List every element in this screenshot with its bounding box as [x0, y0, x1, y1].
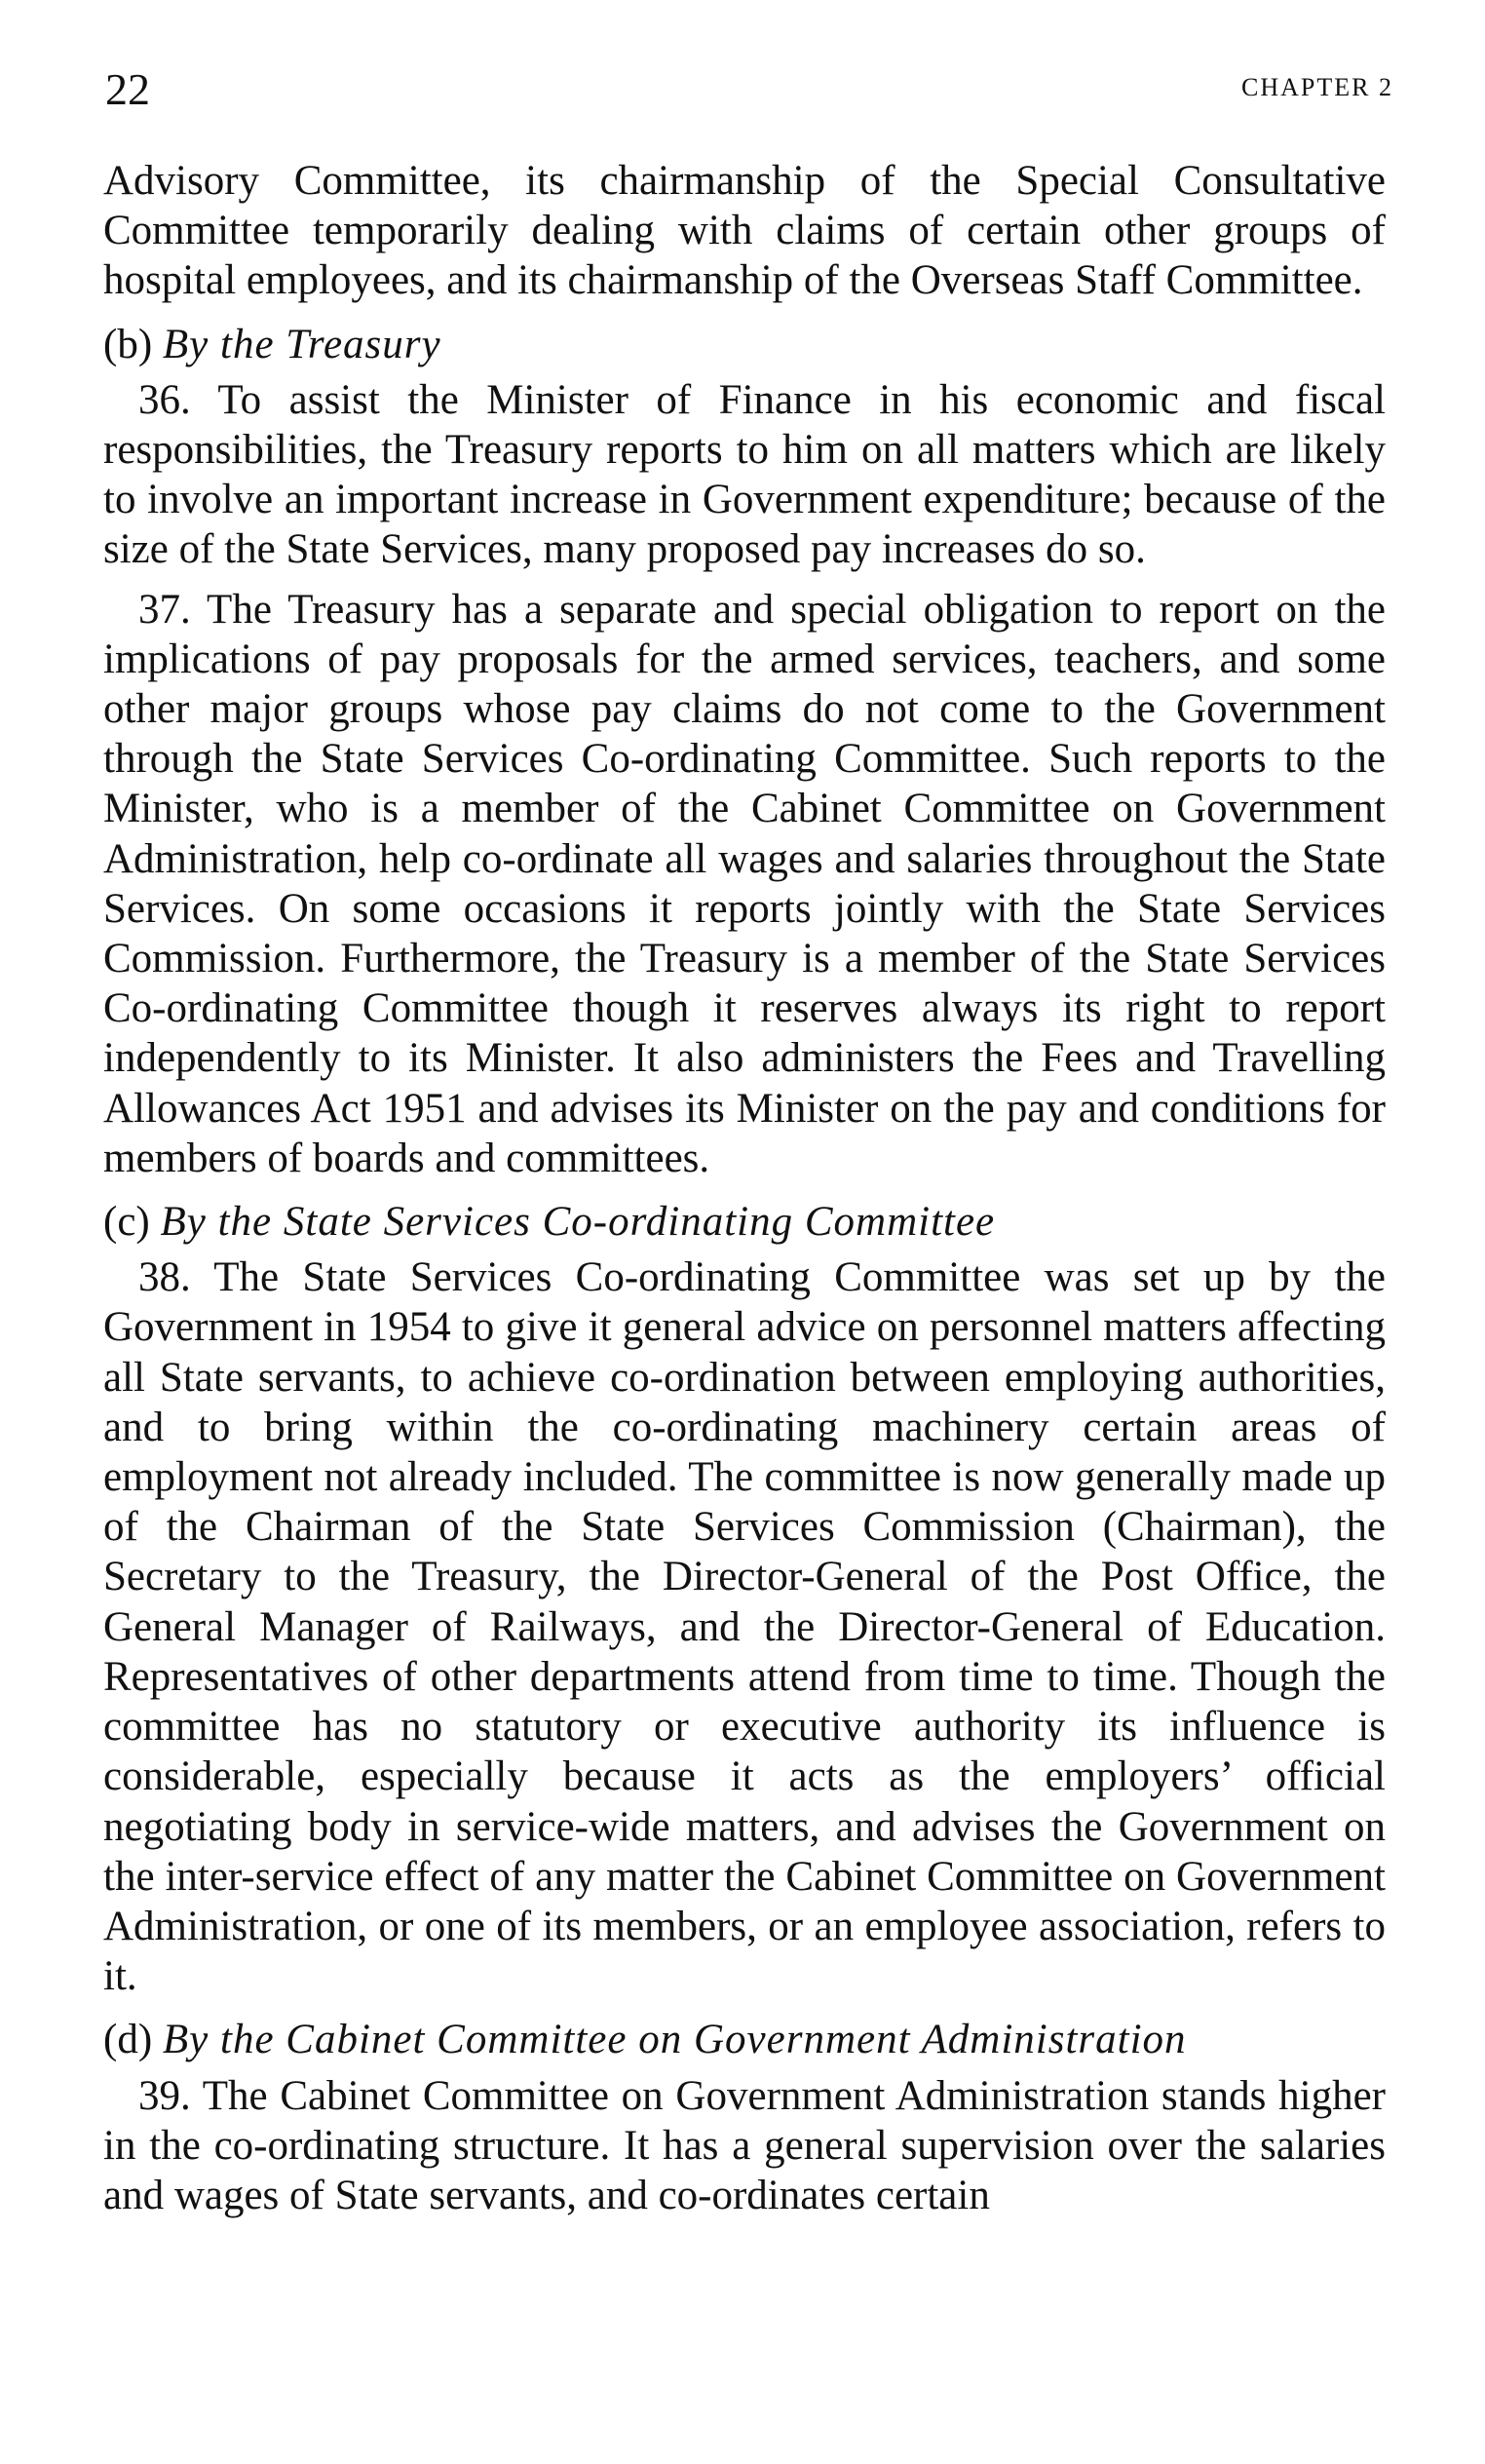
section-label: (c) — [103, 1199, 150, 1246]
section-heading-c — [103, 1197, 1386, 1247]
paragraph-38: 38. The State Services Co-ordinating Committee was set up by the Government in 1954 to give it general advice on personnel matters affecting all State servants, to achieve co-ordination between employing authorities, and to bring within the co-ordinating machinery certain areas of employment not already included. The committee is now generally made up of the Chairman of the State Services Commission (Chairman), the Secretary to the Treasury, the Director-General of the Post Office, the General Manager of Railways, and the Director-General of Education. Representatives of other departments attend from time to time. Though the committee has no statutory or executive authority its influence is considerable, especially because it acts as the employers’ official negotiating body in service-wide matters, and advises the Government on the inter-service effect of any matter the Cabinet Committee on Government Administration, or one of its members, or an employee association, refers to it. — [103, 1254, 1386, 2000]
intro-paragraph: Advisory Committee, its chairmanship of the Special Consultative Committee temporarily dealing with claims of certain other groups of hospital employees, and its chairmanship of the Overseas Staff Committee. — [103, 158, 1386, 304]
section-label: (b) — [103, 321, 153, 367]
running-head: CHAPTER 2 — [1241, 73, 1393, 101]
section-label: (d) — [103, 2017, 153, 2063]
paragraph-39: 39. The Cabinet Committee on Government Administration stands higher in the co-ordinating structure. It has a general supervision over the salaries and wages of State servants, and co-ordinates certain — [103, 2072, 1386, 2218]
paragraph-36: 36. To assist the Minister of Finance in his economic and fiscal responsibilities, the Treasury reports to him on all matters which are likely to involve an important increase in Government expenditure; because of the size of the State Services, many proposed pay increases do so. — [103, 376, 1386, 573]
section-title: By the Treasury — [162, 321, 441, 367]
section-title: By the State Services Co-ordinating Committee — [160, 1199, 996, 1246]
body-text — [103, 156, 1386, 2220]
section-title: By the Cabinet Committee on Government Administration — [162, 2017, 1187, 2063]
paragraph-37: 37. The Treasury has a separate and special obligation to report on the implications of pay proposals for the armed services, teachers, and some other major groups whose pay claims do not come to the Government through the State Services Co-ordinating Committee. Such reports to the Minister, who is a member of the Cabinet Committee on Government Administration, help co-ordinate all wages and salaries throughout the State Services. On some occasions it reports jointly with the State Services Commission. Furthermore, the Treasury is a member of the State Services Co-ordinating Committee though it reserves always its right to report independently to its Minister. It also administers the Fees and Travelling Allowances Act 1951 and advises its Minister on the pay and conditions for members of boards and committees. — [103, 586, 1386, 1181]
page-number: 22 — [105, 64, 150, 114]
section-heading-b — [103, 320, 1386, 369]
section-heading-d — [103, 2015, 1386, 2064]
